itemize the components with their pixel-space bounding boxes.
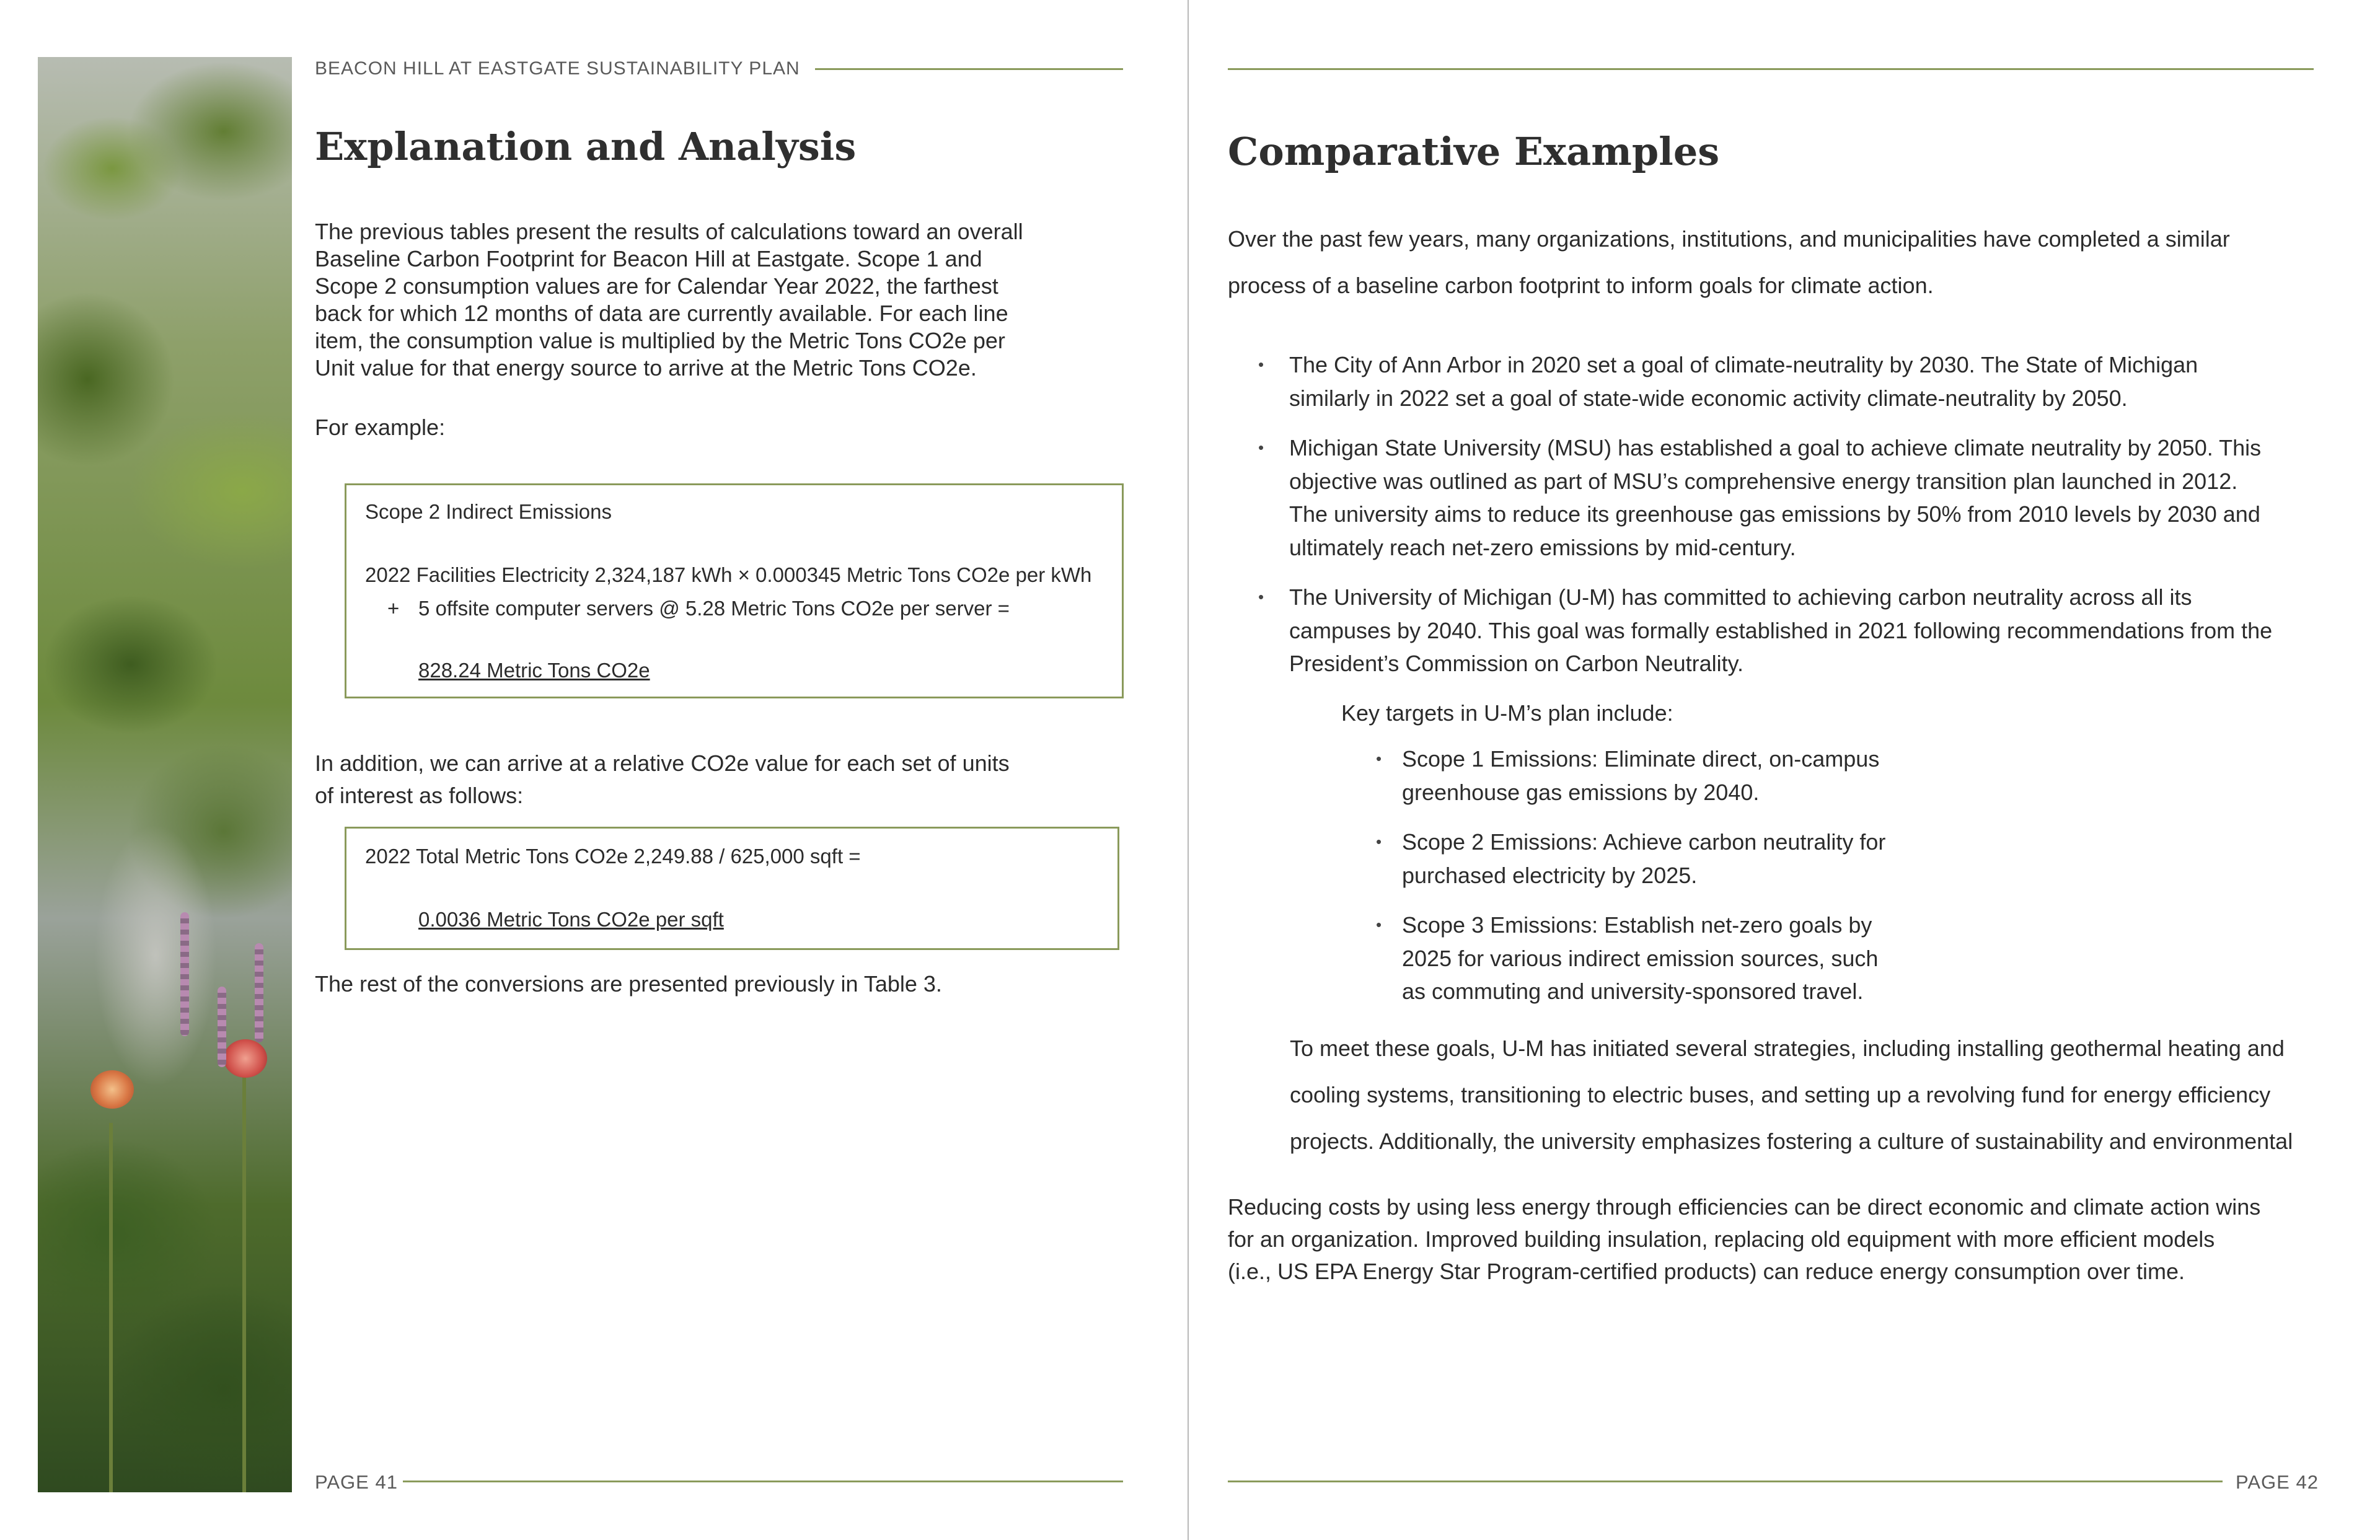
bullet-icon: • (1376, 749, 1382, 768)
bullet-line: campuses by 2040. This goal was formally established in 2021 following recommendations from the (1289, 617, 2273, 643)
paragraph-line: cooling systems, transitioning to electric buses, and setting up a revolving fund for energy efficiency (1290, 1082, 2271, 1107)
bullet-icon: • (1258, 355, 1264, 374)
bullet-line: Scope 1 Emissions: Eliminate direct, on-campus (1402, 746, 1880, 772)
for-example-label: For example: (315, 415, 446, 440)
bullet-line: The university aims to reduce its greenhouse gas emissions by 50% from 2010 levels by 2030 and (1289, 501, 2260, 527)
bullet-line: greenhouse gas emissions by 2040. (1402, 779, 1760, 805)
paragraph-line: projects. Additionally, the university emphasizes fostering a culture of sustainability and environmental (1290, 1129, 2293, 1154)
strategies-paragraph (1290, 1025, 2293, 1164)
intro-line: The previous tables present the results of calculations toward an overall (315, 219, 1023, 244)
garden-photo (38, 57, 292, 1492)
header-rule-left (815, 68, 1123, 70)
comparative-intro (1228, 216, 2230, 309)
bullet-line: objective was outlined as part of MSU’s comprehensive energy transition plan launched in 2012. (1289, 468, 2238, 494)
closing-paragraph (1228, 1191, 2260, 1288)
bullet-line: ultimately reach net-zero emissions by mid-century. (1289, 534, 1796, 560)
bullet-line: The City of Ann Arbor in 2020 set a goal of climate-neutrality by 2030. The State of Michigan (1289, 352, 2198, 377)
intro-line: back for which 12 months of data are currently available. For each line (315, 301, 1008, 326)
paragraph-line: (i.e., US EPA Energy Star Program-certified products) can reduce energy consumption over time. (1228, 1259, 2185, 1284)
rest-paragraph: The rest of the conversions are presented previously in Table 3. (315, 971, 942, 997)
scope2-calculation-box (345, 483, 1124, 698)
list-item (1376, 909, 1934, 1008)
intro-line: Scope 2 consumption values are for Calendar Year 2022, the farthest (315, 273, 998, 299)
intro-line: Baseline Carbon Footprint for Beacon Hill at Eastgate. Scope 1 and (315, 246, 982, 271)
bullet-line: Scope 2 Emissions: Achieve carbon neutrality for (1402, 829, 1886, 855)
key-targets-label: Key targets in U-M’s plan include: (1341, 700, 1673, 726)
bullet-line: The University of Michigan (U-M) has committed to achieving carbon neutrality across all its (1289, 584, 2192, 610)
plus-sign: + (387, 597, 400, 620)
paragraph-line: for an organization. Improved building insulation, replacing old equipment with more efficient models (1228, 1226, 2215, 1252)
bullet-line: purchased electricity by 2025. (1402, 862, 1698, 888)
list-item (1376, 825, 1934, 892)
intro-line: Unit value for that energy source to arrive at the Metric Tons CO2e. (315, 355, 977, 381)
total-co2e-line: 2022 Total Metric Tons CO2e 2,249.88 / 625,000 sqft = (365, 845, 861, 868)
list-item (1258, 581, 2306, 680)
sqft-calculation-box (345, 827, 1119, 950)
bullet-icon: • (1376, 915, 1382, 934)
page-number-right: PAGE 42 (2236, 1471, 2319, 1493)
servers-line: 5 offsite computer servers @ 5.28 Metric Tons CO2e per server = (418, 597, 1010, 620)
intro-line: Over the past few years, many organizations, institutions, and municipalities have completed a similar (1228, 226, 2230, 252)
addition-line: In addition, we can arrive at a relative CO2e value for each set of units (315, 750, 1010, 776)
bullet-icon: • (1258, 587, 1264, 606)
footer-rule-left (403, 1481, 1123, 1482)
intro-paragraph (315, 218, 1121, 382)
page-title-left: Explanation and Analysis (315, 124, 857, 169)
footer-rule-right (1228, 1481, 2223, 1482)
box-heading: Scope 2 Indirect Emissions (365, 500, 612, 523)
header-rule-right (1228, 68, 2314, 70)
intro-line: item, the consumption value is multiplied by the Metric Tons CO2e per (315, 328, 1005, 353)
paragraph-line: To meet these goals, U-M has initiated several strategies, including installing geothermal heating and (1290, 1036, 2285, 1061)
scope2-result: 828.24 Metric Tons CO2e (418, 659, 650, 682)
bullet-line: as commuting and university-sponsored travel. (1402, 979, 1864, 1004)
bullet-line: similarly in 2022 set a goal of state-wide economic activity climate-neutrality by 2050. (1289, 385, 2128, 411)
electricity-line: 2022 Facilities Electricity 2,324,187 kWh × 0.000345 Metric Tons CO2e per kWh (365, 563, 1092, 586)
page-number-left: PAGE 41 (315, 1471, 398, 1493)
addition-paragraph (315, 750, 1121, 809)
list-item (1258, 431, 2306, 564)
page-title-right: Comparative Examples (1228, 129, 1720, 174)
paragraph-line: Reducing costs by using less energy through efficiencies can be direct economic and climate action wins (1228, 1194, 2261, 1220)
bullet-line: Scope 3 Emissions: Establish net-zero goals by (1402, 912, 1872, 938)
running-head: BEACON HILL AT EASTGATE SUSTAINABILITY PLAN (315, 58, 800, 79)
bullet-icon: • (1258, 438, 1264, 457)
key-targets-list (1376, 742, 1934, 1025)
list-item (1376, 742, 1934, 809)
bullet-icon: • (1376, 832, 1382, 851)
bullet-line: 2025 for various indirect emission sources, such (1402, 945, 1879, 971)
intro-line: process of a baseline carbon footprint to inform goals for climate action. (1228, 273, 1934, 298)
examples-list (1258, 348, 2306, 697)
sqft-result: 0.0036 Metric Tons CO2e per sqft (418, 908, 724, 931)
bullet-line: Michigan State University (MSU) has established a goal to achieve climate neutrality by 2050. This (1289, 435, 2262, 460)
addition-line: of interest as follows: (315, 783, 524, 808)
bullet-line: President’s Commission on Carbon Neutrality. (1289, 651, 1743, 676)
list-item (1258, 348, 2306, 415)
